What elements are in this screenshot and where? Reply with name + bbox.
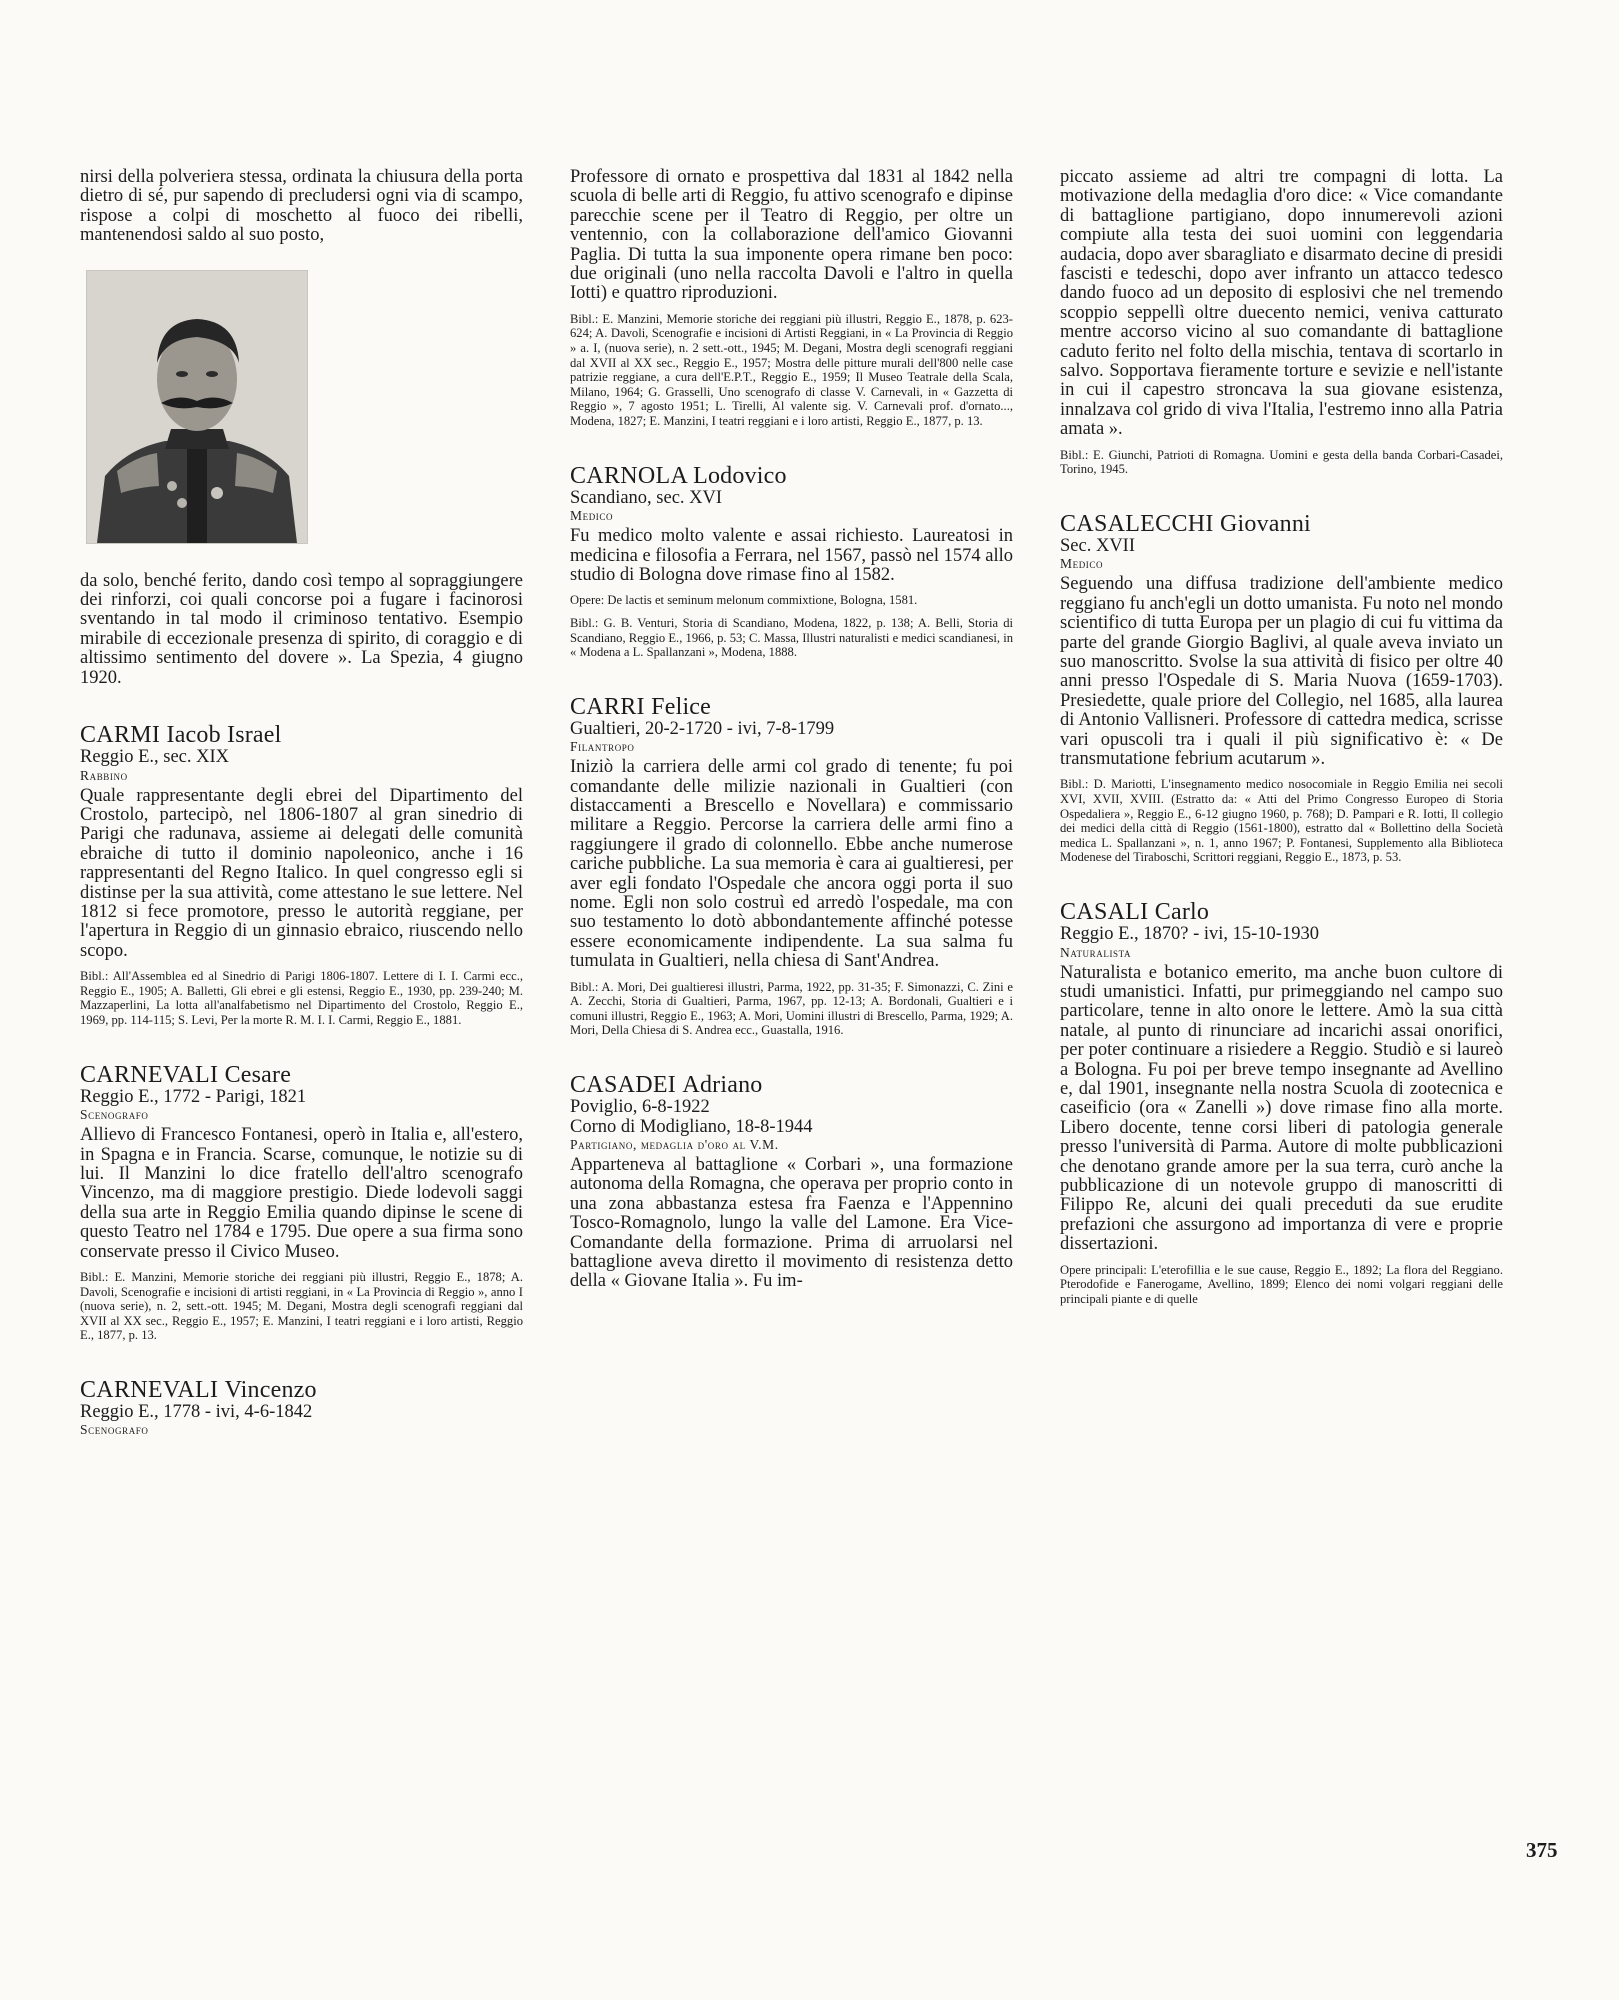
portrait-photo-icon	[87, 271, 307, 543]
entry-role: Naturalista	[1060, 944, 1132, 960]
entry-name	[1060, 899, 1503, 925]
entry-dates: Reggio E., 1870? - ivi, 15-10-1930	[1060, 924, 1319, 944]
column-3	[1060, 168, 1503, 1306]
entry-dates: Sec. XVII	[1060, 535, 1136, 556]
entry-text: Naturalista e botanico emerito, ma anche buon cultore di studi umanistici. Infatti, pur primeggiando nel campo suo particolare, tenne in alto onore le lettere. Amò la sua città natale, al punto di rinunciare ad incarichi assai onorifici, per poter continuare a risiedere a Reggio. Studiò e si laureò a Bologna. Fu poi per breve tempo insegnante ad Avellino e, dal 1901, insegnante nella nostra Scuola di zootecnica e caseificio (ora « Zanelli ») dove rimase fino alla morte. Libero docente, tenne corsi liberi di patologia generale presso l'università di Parma. Autore di molte pubblicazioni che denotano grande amore per la sua terra, curò anche la pubblicazione di un notevole gruppo di manoscritti di Filippo Re, alcuni dei quali preceduti da sue erudite prefazioni che assurgono ad importanza di vere e proprie dissertazioni.	[1060, 962, 1503, 1255]
entry-role: Rabbino	[80, 767, 128, 783]
entry-given-name: Carlo	[1154, 899, 1210, 925]
entry-carnevali-cesare	[80, 1062, 523, 1343]
entry-name	[570, 1072, 1013, 1098]
entry-surname: CARNEVALI	[80, 1376, 219, 1403]
entry-name	[570, 694, 1013, 720]
entry-text: Quale rappresentante degli ebrei del Dipartimento del Crostolo, partecipò, nel 1806-1807 al gran sinedrio di Parigi che radunava, assieme ai delegati delle comunità ebraiche di tutto il dominio napoleonico, anche i 16 rappresentanti del Regno Italico. In quel congresso egli si distinse per la sua attività, come attestano le sue lettere. Nel 1812 si fece promotore, presso le autorità reggiane, per l'apertura in Reggio di un ginnasio ebraico, riuscendo nello scopo.	[80, 785, 523, 961]
entry-dates: Gualtieri, 20-2-1720 - ivi, 7-8-1799	[570, 718, 835, 739]
entry-name	[1060, 511, 1503, 537]
entry-text: Allievo di Francesco Fontanesi, operò in Italia e, all'estero, in Spagna e in Francia. Scarse, comunque, le notizie su di lui. Il Manzini lo dice fratello dell'altro scenografo Vincenzo, ma di maggiore prestigio. Diede lodevoli saggi della sua arte in Reggio Emilia quando dipinse le scene di questo Teatro nel 1784 e 1795. Due opere a sua firma sono conservate presso il Civico Museo.	[80, 1125, 523, 1262]
entry-dates: Scandiano, sec. XVI	[570, 487, 723, 508]
col1-continued-text: da solo, benché ferito, dando così tempo al sopraggiungere dei rinforzi, coi quali concorse poi a fugare i facinorosi sventando in tal modo il criminoso tentativo. Esempio mirabile di eccezionale presenza di spirito, di coraggio e di altissimo sentimento del dovere ». La Spezia, 4 giugno 1920.	[80, 570, 523, 688]
entry-given-name: Lodovico	[693, 462, 787, 489]
col3-intro-bibliography: Bibl.: E. Giunchi, Patrioti di Romagna. Uomini e gesta della banda Corbari-Casadei, Torino, 1945.	[1060, 447, 1503, 477]
entry-role: Filantropo	[570, 739, 635, 755]
page-number: 375	[1526, 1838, 1558, 1862]
entry-name	[80, 722, 523, 748]
col3-intro-text: piccato assieme ad altri tre compagni di lotta. La motivazione della medaglia d'oro dice: « Vice comandante di battaglione partigiano, dopo innumerevoli azioni compiute alla testa dei suoi uomini con leggendaria audacia, dopo aver sbaragliato e disarmato decine di presidi fascisti e tedeschi, dopo aver infranto un attacco tedesco dando fuoco ad un deposito di esplosivi che nel tremendo scoppio seppellì oltre duecento nemici, veniva catturato mentre accorso vicino al suo comandante di battaglione caduto ferito nel folto della mischia, tentava di scortarlo in salvo. Sopportava fieramente torture e sevizie e nell'istante in cui il capestro stroncava la sua giovane esistenza, innalzava col grido di viva l'Italia, l'estremo inno alla Patria amata ».	[1060, 167, 1503, 440]
entry-carnevali-vincenzo	[80, 1377, 523, 1439]
entry-dates-death: Corno di Modigliano, 18-8-1944	[570, 1116, 813, 1137]
entry-carnola	[570, 463, 1013, 660]
entry-bibliography: Bibl.: All'Assemblea ed al Sinedrio di Parigi 1806-1807. Lettere di I. I. Carmi ecc., Reggio E., 1905; A. Balletti, Gli ebrei e gli estensi, Reggio E., 1930, pp. 239-240; M. Mazzaperlini, La lotta all'analfabetismo nel Dipartimento del Crostolo, Reggio E., 1969, pp. 114-115; S. Levi, Per la morte R. M. I. I. Carmi, Reggio E., 1881.	[80, 969, 523, 1027]
col2-intro-bibliography: Bibl.: E. Manzini, Memorie storiche dei reggiani più illustri, Reggio E., 1878, p. 623-624; A. Davoli, Scenografie e incisioni di Artisti Reggiani, in « La Provincia di Reggio » a. I, (nuova serie), n. 2 sett.-ott., 1945; M. Degani, Mostra degli scenografi reggiani dal XVII al XX sec., Reggio E., 1957; Mostra delle pitture murali dell'800 nelle case patrizie reggiane, a cura dell'E.P.T., Reggio E., 1959; Il Museo Teatrale della Scala, Milano, 1964; G. Grasselli, Uno scenografo di classe V. Carnevali, in « Gazzetta di Reggio », 7 agosto 1951; L. Tirelli, Al valente sig. V. Carnevali prof. d'ornato..., Modena, 1827; E. Manzini, I teatri reggiani e i loro artisti, Reggio E., 1877, p. 13.	[570, 311, 1013, 428]
entry-text: Fu medico molto valente e assai richiesto. Laureatosi in medicina e filosofia a Ferrara, nel 1567, passò nel 1574 allo studio di Bologna dove rimase fino al 1582.	[570, 526, 1013, 585]
entry-bibliography: Bibl.: G. B. Venturi, Storia di Scandiano, Modena, 1822, p. 138; A. Belli, Storia di Scandiano, Reggio E., 1966, p. 53; C. Massa, Illustri naturalisti e medici scandianesi, in « Modena a L. Spallanzani », Modena, 1888.	[570, 615, 1013, 660]
entry-surname: CASADEI	[570, 1072, 677, 1099]
entry-bibliography: Bibl.: E. Manzini, Memorie storiche dei reggiani più illustri, Reggio E., 1878; A. Davoli, Scenografie e incisioni di artisti reggiani, in « La Provincia di Reggio », anno I (nuova serie), n. 2, sett.-ott. 1945; M. Degani, Mostra degli scenografi reggiani dal XVII al XX sec., Reggio E., 1957; E. Manzini, I teatri reggiani e i loro artisti, Reggio E., 1877, p. 13.	[80, 1269, 523, 1343]
entry-role: Medico	[570, 508, 614, 524]
entry-works: Opere: De lactis et seminum melonum commixtione, Bologna, 1581.	[570, 593, 918, 608]
column-2	[570, 168, 1013, 1292]
entry-dates: Reggio E., sec. XIX	[80, 747, 229, 768]
entry-dates: Reggio E., 1778 - ivi, 4-6-1842	[80, 1401, 313, 1422]
entry-casadei	[570, 1072, 1013, 1292]
entry-given-name: Adriano	[682, 1072, 763, 1099]
entry-role: Medico	[1060, 556, 1104, 572]
col1-intro-text: nirsi della polveriera stessa, ordinata la chiusura della porta dietro di sé, pur sapendo di precludersi ogni via di scampo, rispose a colpi di moschetto al fuoco dei ribelli, mantenendosi saldo al suo posto,	[80, 167, 523, 246]
entry-text: Apparteneva al battaglione « Corbari », una formazione autonoma della Romagna, che operava per proprio conto in una zona abbastanza estesa fra Faenza e l'Appennino Tosco-Romagnolo, lungo la valle del Lamone. Era Vice-Comandante della formazione. Prima di arruolarsi nel battaglione aveva diretto il movimento di resistenza detto della « Giovane Italia ». Fu im-	[570, 1155, 1013, 1292]
entry-surname: CARNOLA	[570, 462, 687, 489]
col2-intro-text: Professore di ornato e prospettiva dal 1831 al 1842 nella scuola di belle arti di Reggio, fu attivo scenografo e dipinse parecchie scene per il Teatro di Reggio, per oltre un ventennio, con la collaborazione dell'amico Giovanni Paglia. Di tutta la sua imponente opera rimane ben poco: due originali (uno nella raccolta Davoli e l'altro in quella Iotti) e quattro riproduzioni.	[570, 167, 1013, 304]
entry-role: Partigiano, medaglia d'oro al V.M.	[570, 1137, 779, 1153]
entry-bibliography: Bibl.: D. Mariotti, L'insegnamento medico nosocomiale in Reggio Emilia nei secoli XVI, XVII, XVIII. (Estratto da: « Atti del Primo Congresso Europeo di Storia Ospedaliera », Reggio E., 6-12 giugno 1960, p. 768); D. Pampari e R. Iotti, Il collegio dei medici della città di Reggio (1561-1800), estratto dal « Bollettino della Società medica L. Spallanzani », n. 1, anno 1967; P. Fontanesi, Supplemento alla Biblioteca Modenese del Tiraboschi, Scrittori reggiani, Reggio E., 1873, p. 53.	[1060, 777, 1503, 865]
entry-given-name: Cesare	[224, 1061, 292, 1088]
entry-casali	[1060, 899, 1503, 1306]
entry-text: Iniziò la carriera delle armi col grado di tenente; fu poi comandante delle milizie nazionali in Gualtieri (con distaccamenti a Brescello e Novellara) e commissario militare a Reggio. Percorse la carriera delle armi fino a raggiungere il grado di colonnello. Ebbe anche numerose cariche pubbliche. La sua memoria è cara ai gualtieresi, per aver egli fondato l'Ospedale che ancora oggi porta il suo nome. Egli non solo costruì ed arredò l'ospedale, ma con suo testamento lo dotò abbondantemente affinché potesse essere economicamente indipendente. La sua salma fu tumulata in Gualtieri, nella chiesa di Sant'Andrea.	[570, 757, 1013, 972]
entry-name	[80, 1062, 523, 1088]
column-1	[80, 168, 523, 1441]
entry-text: Seguendo una diffusa tradizione dell'ambiente medico reggiano fu anch'egli un dotto umanista. Fu noto nel mondo scientifico di tutta Europa per un plagio di cui fu vittima da parte del grande Giorgio Baglivi, al quale aveva inviato un suo manoscritto. Svolse la sua attività di fisico per oltre 40 anni presso l'Ospedale di S. Maria Nuova (1659-1703). Presiedette, quale priore del Collegio, nel 1685, alla laurea di Antonio Vallisneri. Professore di cattedra medica, scrisse vari opuscoli tra i quali il più significativo è: « De transmutatione febrium acutarum ».	[1060, 574, 1503, 770]
entry-given-name: Iacob Israel	[166, 722, 282, 749]
entry-dates: Poviglio, 6-8-1922	[570, 1097, 710, 1118]
entry-given-name: Felice	[651, 693, 712, 720]
entry-surname: CARRI	[570, 693, 645, 720]
entry-dates: Reggio E., 1772 - Parigi, 1821	[80, 1086, 307, 1107]
entry-bibliography: Bibl.: A. Mori, Dei gualtieresi illustri, Parma, 1922, pp. 31-35; F. Simonazzi, C. Zini e A. Zecchi, Storia di Gualtieri, Parma, 1967, pp. 12-13; A. Bordonali, Gualtieri e i comuni illustri, Reggio E., 1963; A. Mori, Uomini illustri di Brescello, Parma, 1929; A. Mori, Della Chiesa di S. Andrea ecc., Guastalla, 1916.	[570, 979, 1013, 1038]
entry-surname: CARMI	[80, 722, 161, 749]
entry-casalecchi	[1060, 511, 1503, 865]
entry-surname: CARNEVALI	[80, 1061, 219, 1088]
portrait-photo	[86, 270, 308, 544]
entry-surname: CASALI	[1060, 899, 1149, 925]
entry-name	[80, 1377, 523, 1403]
entry-role: Scenografo	[80, 1422, 149, 1438]
entry-carri	[570, 694, 1013, 1038]
entry-name	[570, 463, 1013, 489]
entry-carmi	[80, 722, 523, 1028]
entry-given-name: Giovanni	[1220, 510, 1311, 537]
entry-given-name: Vincenzo	[224, 1376, 317, 1403]
entry-works: Opere principali: L'eterofillia e le sue cause, Reggio E., 1892; La flora del Reggiano. Pterodofide e Fanerogame, Avellino, 1899; Elenco dei nomi volgari reggiani delle principali piante e di quelle	[1060, 1262, 1503, 1306]
entry-surname: CASALECCHI	[1060, 510, 1214, 537]
entry-role: Scenografo	[80, 1107, 149, 1123]
